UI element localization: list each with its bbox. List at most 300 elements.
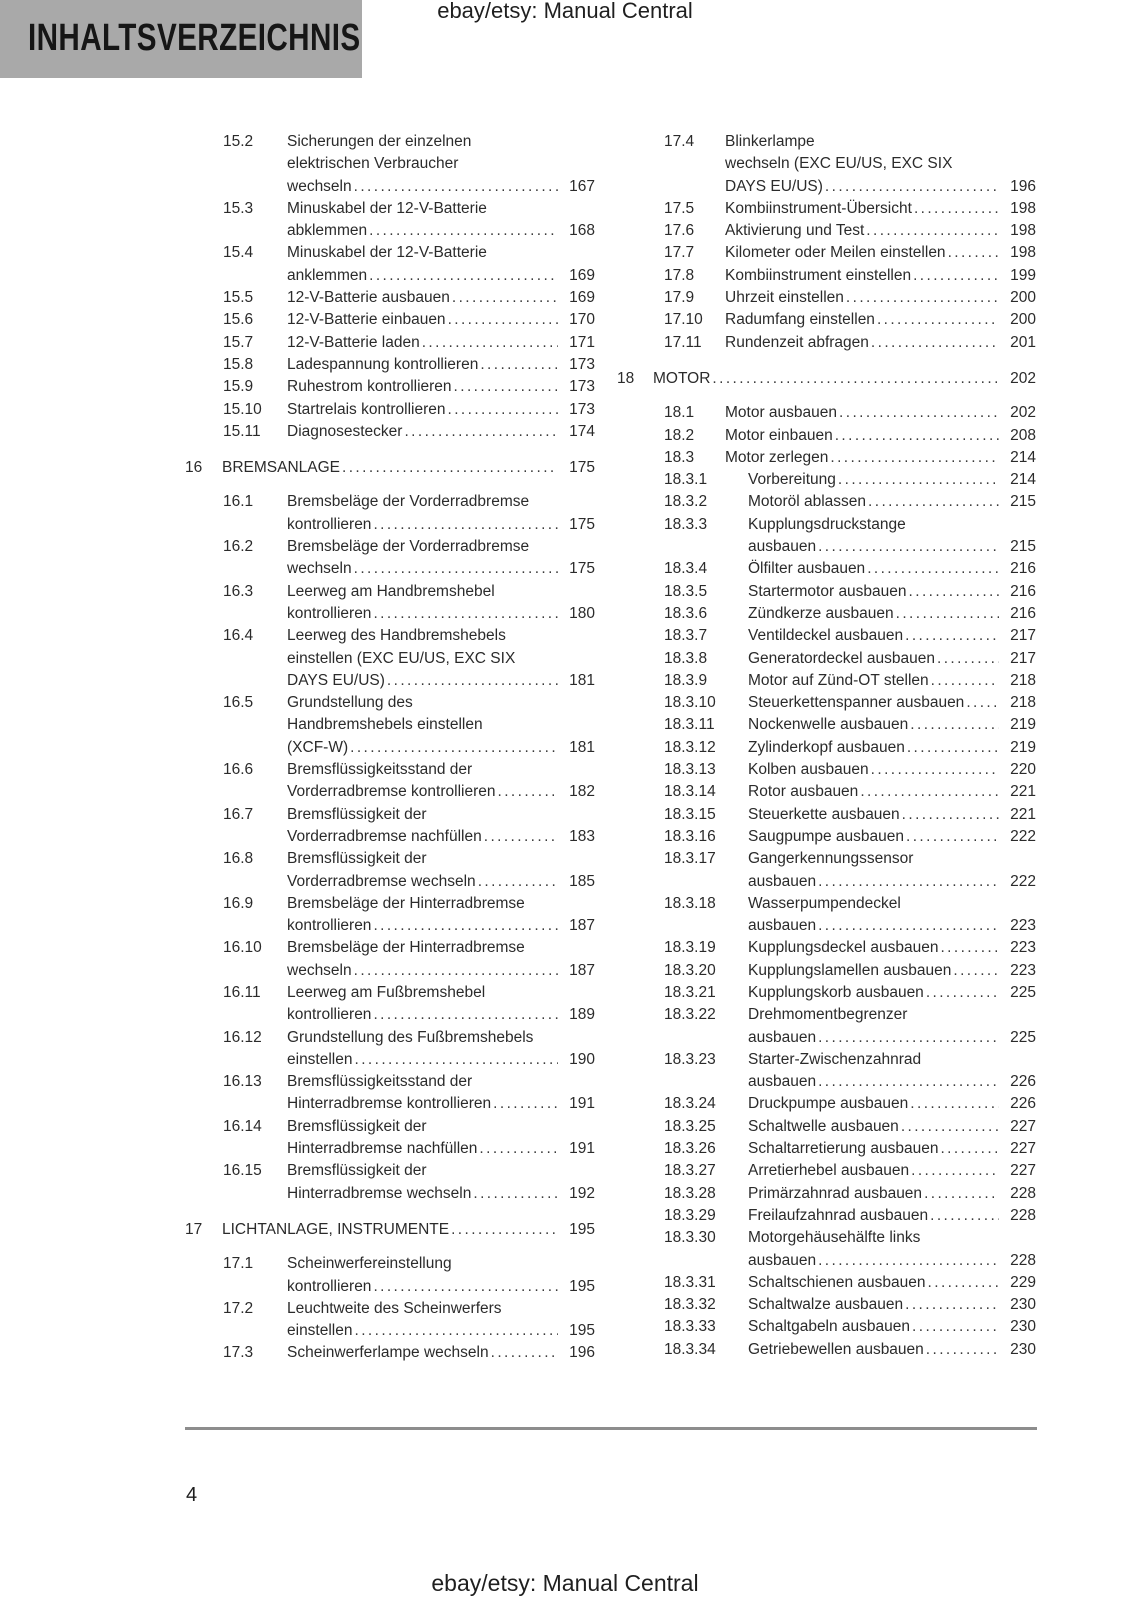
toc-entry xyxy=(664,714,1036,736)
toc-entry-number: 18.3.2 xyxy=(664,493,708,511)
toc-entry-title-line: Hinterradbremse kontrollieren xyxy=(287,1095,492,1113)
toc-entry-title-line: 12-V-Batterie laden xyxy=(287,333,420,351)
toc-entry-title-line: abklemmen xyxy=(287,222,368,240)
toc-entry xyxy=(664,1205,1036,1227)
toc-entry-title xyxy=(748,670,1036,692)
toc-entry-number: 16.12 xyxy=(223,1028,262,1046)
toc-entry-number: 15.10 xyxy=(223,400,262,418)
toc-entry-page: 198 xyxy=(1010,244,1036,262)
page-title: INHALTSVERZEICHNIS xyxy=(28,17,361,59)
toc-entry xyxy=(664,648,1036,670)
toc-entry-last-line xyxy=(748,871,1036,893)
toc-entry xyxy=(223,287,595,309)
toc-entry-title-line: Rundenzeit abfragen xyxy=(725,333,869,351)
toc-entry-title xyxy=(287,376,595,398)
toc-entry-page: 192 xyxy=(569,1184,595,1202)
toc-entry-title-line: Aktivierung und Test xyxy=(725,222,865,240)
toc-entry-number: 16.2 xyxy=(223,538,254,556)
toc-entry-page: 181 xyxy=(569,671,595,689)
toc-entry-title-line: Schaltarretierung ausbauen xyxy=(748,1140,939,1158)
toc-entry-last-line xyxy=(748,491,1036,513)
toc-entry-number: 18.3.16 xyxy=(664,827,716,845)
toc-entry-title-line: Motor einbauen xyxy=(725,426,833,444)
toc-entry xyxy=(223,421,595,443)
dot-leader xyxy=(480,354,558,376)
toc-entry-number: 18.3.15 xyxy=(664,805,716,823)
toc-entry-number: 16.8 xyxy=(223,850,254,868)
toc-entry-title-line: Bremsflüssigkeit der xyxy=(287,850,427,868)
toc-entry-number: 15.7 xyxy=(223,333,254,351)
dot-leader xyxy=(966,692,999,714)
toc-entry-last-line xyxy=(748,915,1036,937)
toc-entry-title xyxy=(748,1339,1036,1361)
toc-entry-title-line: (XCF-W) xyxy=(287,738,349,756)
toc-entry xyxy=(664,1339,1036,1361)
toc-entry-page: 168 xyxy=(569,222,595,240)
toc-entry-last-line xyxy=(725,447,1036,469)
toc-entry-title-line: Scheinwerferlampe wechseln xyxy=(287,1344,489,1362)
toc-entry-last-line xyxy=(287,1093,595,1115)
toc-entry-title-line: Generatordeckel ausbauen xyxy=(748,649,935,667)
toc-entry-number: 18.3.34 xyxy=(664,1340,716,1358)
toc-entry-page: 225 xyxy=(1010,983,1036,1001)
toc-entry-title xyxy=(748,848,1036,893)
toc-entry-title-line: Druckpumpe ausbauen xyxy=(748,1095,909,1113)
toc-entry-title-line: wechseln (EXC EU/US, EXC SIX xyxy=(725,155,953,173)
toc-entry-title xyxy=(748,1316,1036,1338)
toc-entry-page: 216 xyxy=(1010,604,1036,622)
toc-entry-number: 15.4 xyxy=(223,244,254,262)
toc-entry-number: 16.9 xyxy=(223,894,254,912)
toc-entry-number: 16 xyxy=(185,459,203,477)
toc-entry-last-line xyxy=(748,1316,1036,1338)
toc-entry-page: 175 xyxy=(569,515,595,533)
toc-entry xyxy=(664,220,1036,242)
toc-entry-title xyxy=(748,1093,1036,1115)
dot-leader xyxy=(909,581,999,603)
toc-entry xyxy=(664,603,1036,625)
toc-entry-title-line: Nockenwelle ausbauen xyxy=(748,716,909,734)
toc-entry-page: 195 xyxy=(569,1322,595,1340)
toc-entry xyxy=(664,781,1036,803)
toc-entry-page: 215 xyxy=(1010,538,1036,556)
dot-leader xyxy=(838,469,999,491)
dot-leader xyxy=(818,915,999,937)
toc-entry-title-line: wechseln xyxy=(287,560,352,578)
dot-leader xyxy=(369,220,558,242)
toc-entry-last-line xyxy=(748,1093,1036,1115)
toc-entry-title xyxy=(725,309,1036,331)
toc-entry-page: 216 xyxy=(1010,560,1036,578)
toc-entry xyxy=(223,982,595,1027)
toc-entry-title-line: wechseln xyxy=(287,961,352,979)
toc-entry xyxy=(223,491,595,536)
dot-leader xyxy=(953,960,999,982)
toc-entry-last-line xyxy=(287,220,595,242)
toc-entry-last-line xyxy=(748,1339,1036,1361)
toc-entry-number: 15.8 xyxy=(223,355,254,373)
dot-leader xyxy=(491,1342,558,1364)
toc-entry-title xyxy=(725,220,1036,242)
running-header: ebay/etsy: Manual Central xyxy=(437,0,693,23)
toc-entry-title-line: Diagnosestecker xyxy=(287,422,403,440)
toc-entry-page: 221 xyxy=(1010,783,1036,801)
dot-leader xyxy=(451,1219,558,1241)
toc-entry-title xyxy=(748,960,1036,982)
dot-leader xyxy=(373,514,558,536)
toc-entry-title-line: Ruhestrom kontrollieren xyxy=(287,378,452,396)
toc-entry-page: 190 xyxy=(569,1050,595,1068)
dot-leader xyxy=(825,176,999,198)
toc-entry-page: 200 xyxy=(1010,289,1036,307)
toc-entry-number: 18.3.14 xyxy=(664,783,716,801)
toc-entry-title-line: kontrollieren xyxy=(287,515,372,533)
toc-entry-page: 191 xyxy=(569,1140,595,1158)
toc-entry-number: 17 xyxy=(185,1220,203,1238)
toc-entry-number: 17.11 xyxy=(664,333,702,351)
toc-entry-last-line xyxy=(287,670,595,692)
toc-entry-title-line: einstellen xyxy=(287,1050,353,1068)
toc-entry-number: 18.3.17 xyxy=(664,850,716,868)
toc-entry xyxy=(223,309,595,331)
toc-entry xyxy=(664,287,1036,309)
toc-entry-title-line: Bremsbeläge der Hinterradbremse xyxy=(287,939,525,957)
toc-entry-last-line xyxy=(287,558,595,580)
toc-entry-page: 173 xyxy=(569,355,595,373)
toc-entry-title-line: Minuskabel der 12-V-Batterie xyxy=(287,244,487,262)
toc-entry-title-line: Ventildeckel ausbauen xyxy=(748,627,904,645)
dot-leader xyxy=(350,737,558,759)
dot-leader xyxy=(910,1093,999,1115)
toc-entry-last-line xyxy=(748,1027,1036,1049)
dot-leader xyxy=(369,265,558,287)
toc-entry-last-line xyxy=(287,399,595,421)
toc-entry-title-line: kontrollieren xyxy=(287,604,372,622)
toc-entry xyxy=(664,265,1036,287)
toc-entry-last-line xyxy=(287,1276,595,1298)
toc-entry-last-line xyxy=(287,376,595,398)
toc-entry-number: 16.13 xyxy=(223,1073,262,1091)
toc-entry-title xyxy=(287,491,595,536)
toc-entry-title-line: Bremsbeläge der Vorderradbremse xyxy=(287,493,530,511)
dot-leader xyxy=(355,1320,559,1342)
toc-entry-last-line xyxy=(222,457,595,479)
toc-entry-title-line: Bremsflüssigkeit der xyxy=(287,1117,427,1135)
toc-entry-page: 214 xyxy=(1010,471,1036,489)
toc-entry-last-line xyxy=(748,960,1036,982)
toc-entry-page: 167 xyxy=(569,177,595,195)
toc-entry-title xyxy=(748,603,1036,625)
toc-entry-page: 214 xyxy=(1010,448,1036,466)
toc-entry-title-line: ausbauen xyxy=(748,1073,817,1091)
toc-entry-number: 18.3.30 xyxy=(664,1229,716,1247)
toc-entry-page: 228 xyxy=(1010,1251,1036,1269)
toc-entry xyxy=(664,826,1036,848)
toc-entry-title xyxy=(748,982,1036,1004)
toc-entry-title xyxy=(748,759,1036,781)
toc-entry-title xyxy=(748,1116,1036,1138)
toc-entry-last-line xyxy=(748,982,1036,1004)
toc-entry-page: 175 xyxy=(569,560,595,578)
toc-entry-page: 230 xyxy=(1010,1296,1036,1314)
dot-leader xyxy=(354,558,558,580)
toc-entry-number: 18.3.7 xyxy=(664,627,708,645)
toc-entry-last-line xyxy=(287,960,595,982)
toc-entry-last-line xyxy=(287,1183,595,1205)
toc-entry-number: 16.1 xyxy=(223,493,254,511)
toc-entry-title-line: Saugpumpe ausbauen xyxy=(748,827,904,845)
toc-entry-number: 17.5 xyxy=(664,199,695,217)
dot-leader xyxy=(866,220,999,242)
toc-entry-title-line: Blinkerlampe xyxy=(725,133,815,150)
toc-entry-title xyxy=(287,1116,595,1161)
toc-entry-number: 18.3.32 xyxy=(664,1296,716,1314)
toc-entry xyxy=(664,960,1036,982)
toc-entry-last-line xyxy=(725,402,1036,424)
toc-entry-page: 198 xyxy=(1010,222,1036,240)
toc-entry-title-line: Kupplungskorb ausbauen xyxy=(748,983,924,1001)
toc-entry-title xyxy=(725,131,1036,198)
toc-entry-last-line xyxy=(748,648,1036,670)
toc-entry-title-line: Bremsflüssigkeitsstand der xyxy=(287,1073,473,1091)
toc-entry xyxy=(664,1160,1036,1182)
toc-entry-title-line: kontrollieren xyxy=(287,1006,372,1024)
toc-entry-page: 228 xyxy=(1010,1206,1036,1224)
toc-entry-title-line: Uhrzeit einstellen xyxy=(725,289,844,307)
toc-entry-title-line: Kupplungsdeckel ausbauen xyxy=(748,939,939,957)
toc-entry-page: 187 xyxy=(569,917,595,935)
toc-entry-page: 189 xyxy=(569,1006,595,1024)
toc-entry-title xyxy=(287,893,595,938)
toc-entry-title-line: ausbauen xyxy=(748,1028,817,1046)
toc-entry-title-line: Freilaufzahnrad ausbauen xyxy=(748,1206,929,1224)
toc-entry-last-line xyxy=(725,242,1036,264)
toc-entry-number: 15.11 xyxy=(223,422,261,440)
toc-entry-last-line xyxy=(725,220,1036,242)
dot-leader xyxy=(448,399,558,421)
toc-entry-number: 18.3.20 xyxy=(664,961,716,979)
toc-entry-title-line: 12-V-Batterie ausbauen xyxy=(287,289,450,307)
toc-entry-title-line: Leerweg am Handbremshebel xyxy=(287,582,495,600)
toc-entry-title xyxy=(287,937,595,982)
toc-entry-last-line xyxy=(287,265,595,287)
toc-entry-title-line: Primärzahnrad ausbauen xyxy=(748,1184,923,1202)
toc-entry-title xyxy=(287,309,595,331)
toc-entry-title xyxy=(725,402,1036,424)
toc-entry-last-line xyxy=(287,871,595,893)
toc-entry xyxy=(223,1071,595,1116)
toc-entry xyxy=(223,893,595,938)
toc-entry-title-line: Motor ausbauen xyxy=(725,404,838,422)
toc-entry-page: 208 xyxy=(1010,426,1036,444)
dot-leader xyxy=(940,937,999,959)
toc-entry-title xyxy=(748,1227,1036,1272)
toc-entry-number: 18.3.6 xyxy=(664,604,708,622)
dot-leader xyxy=(818,871,999,893)
toc-entry-title-line: Hinterradbremse nachfüllen xyxy=(287,1140,478,1158)
folio-page-number: 4 xyxy=(186,1484,198,1506)
toc-entry-title xyxy=(725,332,1036,354)
toc-entry-last-line xyxy=(287,1342,595,1364)
toc-entry-title-line: Radumfang einstellen xyxy=(725,311,875,329)
toc-entry-title xyxy=(748,1294,1036,1316)
toc-entry xyxy=(664,1183,1036,1205)
toc-entry xyxy=(617,368,1036,390)
toc-entry-page: 223 xyxy=(1010,917,1036,935)
toc-entry-page: 222 xyxy=(1010,872,1036,890)
toc-entry-title xyxy=(725,265,1036,287)
toc-entry-page: 200 xyxy=(1010,311,1036,329)
toc-entry-title-line: Scheinwerfereinstellung xyxy=(287,1255,452,1273)
toc-entry-last-line xyxy=(222,1219,595,1241)
dot-leader xyxy=(498,781,559,803)
toc-entry-number: 17.4 xyxy=(664,133,695,150)
toc-entry xyxy=(223,1160,595,1205)
toc-entry-number: 18.3.4 xyxy=(664,560,708,578)
toc-entry-last-line xyxy=(287,287,595,309)
toc-entry-number: 16.14 xyxy=(223,1117,262,1135)
toc-entry-title xyxy=(287,131,595,198)
toc-entry-title-line: Motorgehäusehälfte links xyxy=(748,1229,921,1247)
toc-entry-title-line: Schaltschienen ausbauen xyxy=(748,1273,926,1291)
dot-leader xyxy=(871,332,999,354)
toc-entry-title-line: Drehmomentbegrenzer xyxy=(748,1006,908,1024)
dot-leader xyxy=(871,759,999,781)
dot-leader xyxy=(373,1004,558,1026)
toc-entry-title-line: Schaltwalze ausbauen xyxy=(748,1296,904,1314)
toc-entry-title xyxy=(748,1205,1036,1227)
toc-entry-title xyxy=(287,848,595,893)
dot-leader xyxy=(818,1071,999,1093)
dot-leader xyxy=(493,1093,558,1115)
toc-entry-title-line: Handbremshebels einstellen xyxy=(287,716,483,734)
dot-leader xyxy=(373,603,558,625)
toc-entry-last-line xyxy=(287,421,595,443)
toc-entry xyxy=(223,848,595,893)
toc-entry-page: 199 xyxy=(1010,266,1036,284)
toc-entry-page: 218 xyxy=(1010,694,1036,712)
dot-leader xyxy=(948,242,999,264)
toc-entry-title xyxy=(287,1253,595,1298)
dot-leader xyxy=(422,332,558,354)
toc-entry-title-line: Motoröl ablassen xyxy=(748,493,867,511)
toc-entry-last-line xyxy=(748,536,1036,558)
dot-leader xyxy=(937,648,999,670)
dot-leader xyxy=(905,1294,999,1316)
dot-leader xyxy=(818,536,999,558)
toc-entry-title-line: Bremsbeläge der Hinterradbremse xyxy=(287,894,525,912)
toc-entry-title xyxy=(748,714,1036,736)
toc-entry-title xyxy=(748,1183,1036,1205)
toc-entry-last-line xyxy=(287,781,595,803)
toc-entry-number: 18.1 xyxy=(664,404,695,422)
dot-leader xyxy=(830,447,999,469)
toc-entry xyxy=(223,399,595,421)
toc-entry-last-line xyxy=(748,1071,1036,1093)
toc-entry-title-line: Schaltgabeln ausbauen xyxy=(748,1318,911,1336)
toc-entry-page: 229 xyxy=(1010,1273,1036,1291)
toc-entry xyxy=(664,1116,1036,1138)
toc-entry-title xyxy=(287,692,595,759)
toc-entry-title-line: Startermotor ausbauen xyxy=(748,582,907,600)
toc-entry-title-line: Wasserpumpendeckel xyxy=(748,894,901,912)
toc-entry-title xyxy=(725,425,1036,447)
dot-leader xyxy=(906,826,999,848)
toc-entry-page: 196 xyxy=(569,1344,595,1362)
dot-leader xyxy=(896,603,999,625)
toc-entry-title-line: Grundstellung des xyxy=(287,694,413,712)
toc-entry xyxy=(664,491,1036,513)
toc-entry-number: 16.11 xyxy=(223,983,261,1001)
dot-leader xyxy=(835,425,999,447)
toc-entry-page: 227 xyxy=(1010,1162,1036,1180)
toc-entry-page: 226 xyxy=(1010,1073,1036,1091)
toc-entry-title xyxy=(222,1219,595,1241)
toc-entry-last-line xyxy=(287,737,595,759)
toc-entry-page: 227 xyxy=(1010,1140,1036,1158)
toc-entry-page: 221 xyxy=(1010,805,1036,823)
toc-entry-number: 18.3.29 xyxy=(664,1206,716,1224)
toc-entry-title-line: Vorbereitung xyxy=(748,471,836,489)
toc-entry-last-line xyxy=(725,287,1036,309)
toc-entry-title xyxy=(287,804,595,849)
toc-entry xyxy=(664,402,1036,424)
toc-entry-title-line: Ladespannung kontrollieren xyxy=(287,355,479,373)
toc-entry-last-line xyxy=(748,581,1036,603)
toc-entry xyxy=(664,1316,1036,1338)
toc-entry-last-line xyxy=(287,1138,595,1160)
toc-entry-number: 17.7 xyxy=(664,244,695,262)
toc-entry xyxy=(223,625,595,692)
toc-entry-number: 18.3.26 xyxy=(664,1140,716,1158)
toc-entry-number: 17.9 xyxy=(664,289,695,307)
toc-entry-number: 17.2 xyxy=(223,1299,254,1317)
toc-entry-last-line xyxy=(748,714,1036,736)
toc-entry-number: 18.3.3 xyxy=(664,515,708,533)
toc-entry-page: 196 xyxy=(1010,177,1036,195)
toc-column-right xyxy=(617,131,1036,1361)
toc-entry-number: 18.3.24 xyxy=(664,1095,716,1113)
toc-entry-title-line: Bremsflüssigkeitsstand der xyxy=(287,761,473,779)
toc-entry-title-line: wechseln xyxy=(287,177,352,195)
toc-entry-title-line: DAYS EU/US) xyxy=(287,671,385,689)
toc-entry-last-line xyxy=(748,1138,1036,1160)
toc-entry-title-line: BREMSANLAGE xyxy=(222,459,341,477)
toc-entry-last-line xyxy=(748,1272,1036,1294)
toc-entry-page: 195 xyxy=(569,1220,595,1238)
toc-entry xyxy=(664,937,1036,959)
toc-entry-page: 173 xyxy=(569,400,595,418)
toc-entry-last-line xyxy=(748,1183,1036,1205)
toc-entry xyxy=(664,198,1036,220)
toc-entry-page: 201 xyxy=(1010,333,1036,351)
toc-entry-title-line: Motor auf Zünd-OT stellen xyxy=(748,671,929,689)
toc-entry-page: 225 xyxy=(1010,1028,1036,1046)
toc-entry-last-line xyxy=(287,1004,595,1026)
toc-entry xyxy=(664,1294,1036,1316)
toc-entry-title xyxy=(748,1160,1036,1182)
toc-entry-title xyxy=(748,514,1036,559)
toc-entry xyxy=(223,376,595,398)
toc-entry-title xyxy=(748,692,1036,714)
toc-entry-title xyxy=(748,625,1036,647)
toc-entry-title-line: ausbauen xyxy=(748,872,817,890)
toc-entry-title xyxy=(748,826,1036,848)
toc-entry-page: 202 xyxy=(1010,369,1036,387)
page-title-box xyxy=(0,0,362,78)
toc-entry-page: 183 xyxy=(569,827,595,845)
toc-entry-page: 182 xyxy=(569,783,595,801)
